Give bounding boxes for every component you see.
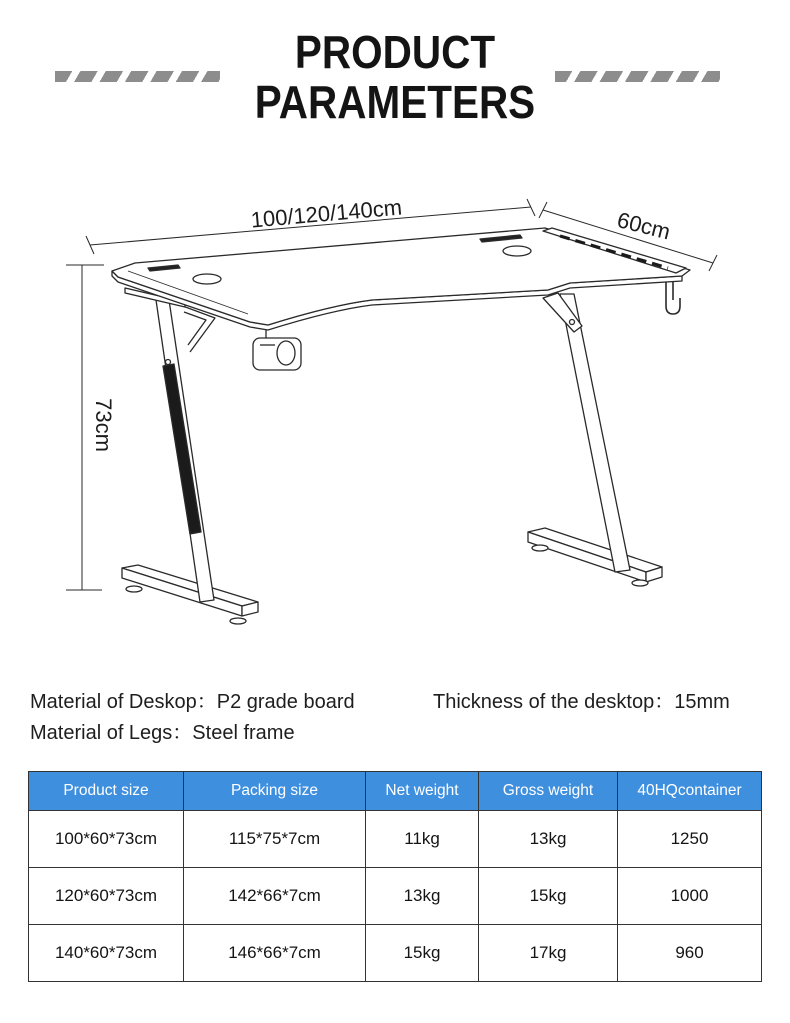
cell-container: 960: [618, 925, 762, 982]
cell-container: 1000: [618, 868, 762, 925]
left-leg-bolt: [166, 360, 171, 365]
title-line-1: PRODUCT: [294, 26, 496, 78]
parameters-table: [28, 771, 762, 982]
right-foot: [528, 528, 662, 586]
depth-label: 60cm: [614, 207, 673, 245]
table-row: [29, 868, 762, 925]
header-packing-size: Packing size: [184, 772, 366, 811]
cell-product-size: 100*60*73cm: [29, 811, 184, 868]
cell-net-weight: 13kg: [366, 868, 479, 925]
spec-desktop-thickness: [433, 690, 730, 714]
spec-value: Steel frame: [192, 722, 295, 744]
spec-label: Thickness of the desktop：: [433, 691, 675, 713]
table-header-row: [29, 772, 762, 811]
spec-desktop-material: [30, 690, 355, 714]
cell-packing-size: 115*75*7cm: [184, 811, 366, 868]
height-label: 73cm: [91, 398, 116, 452]
cup-holder: [253, 330, 301, 370]
spec-label: Material of Legs：: [30, 722, 193, 744]
spec-value: 15mm: [674, 691, 730, 713]
spec-label: Material of Deskop：: [30, 691, 217, 713]
spec-legs-material: [30, 721, 295, 745]
header-container: 40HQcontainer: [618, 772, 762, 811]
right-leg: [560, 294, 630, 572]
cable-grommet-left: [193, 274, 221, 284]
cable-grommet-right: [503, 246, 531, 256]
header-gross-weight: Gross weight: [479, 772, 618, 811]
cell-net-weight: 15kg: [366, 925, 479, 982]
width-label: 100/120/140cm: [249, 194, 403, 233]
left-foot: [122, 565, 258, 624]
cell-gross-weight: 13kg: [479, 811, 618, 868]
title-line-2: PARAMETERS: [254, 76, 536, 128]
cell-packing-size: 142*66*7cm: [184, 868, 366, 925]
header-net-weight: Net weight: [366, 772, 479, 811]
table-row: [29, 925, 762, 982]
header-product-size: Product size: [29, 772, 184, 811]
cell-container: 1250: [618, 811, 762, 868]
cell-product-size: 120*60*73cm: [29, 868, 184, 925]
cell-net-weight: 11kg: [366, 811, 479, 868]
cell-product-size: 140*60*73cm: [29, 925, 184, 982]
cell-gross-weight: 15kg: [479, 868, 618, 925]
cell-packing-size: 146*66*7cm: [184, 925, 366, 982]
cell-gross-weight: 17kg: [479, 925, 618, 982]
headphone-hook: [666, 282, 680, 314]
spec-value: P2 grade board: [216, 691, 355, 713]
table-row: [29, 811, 762, 868]
